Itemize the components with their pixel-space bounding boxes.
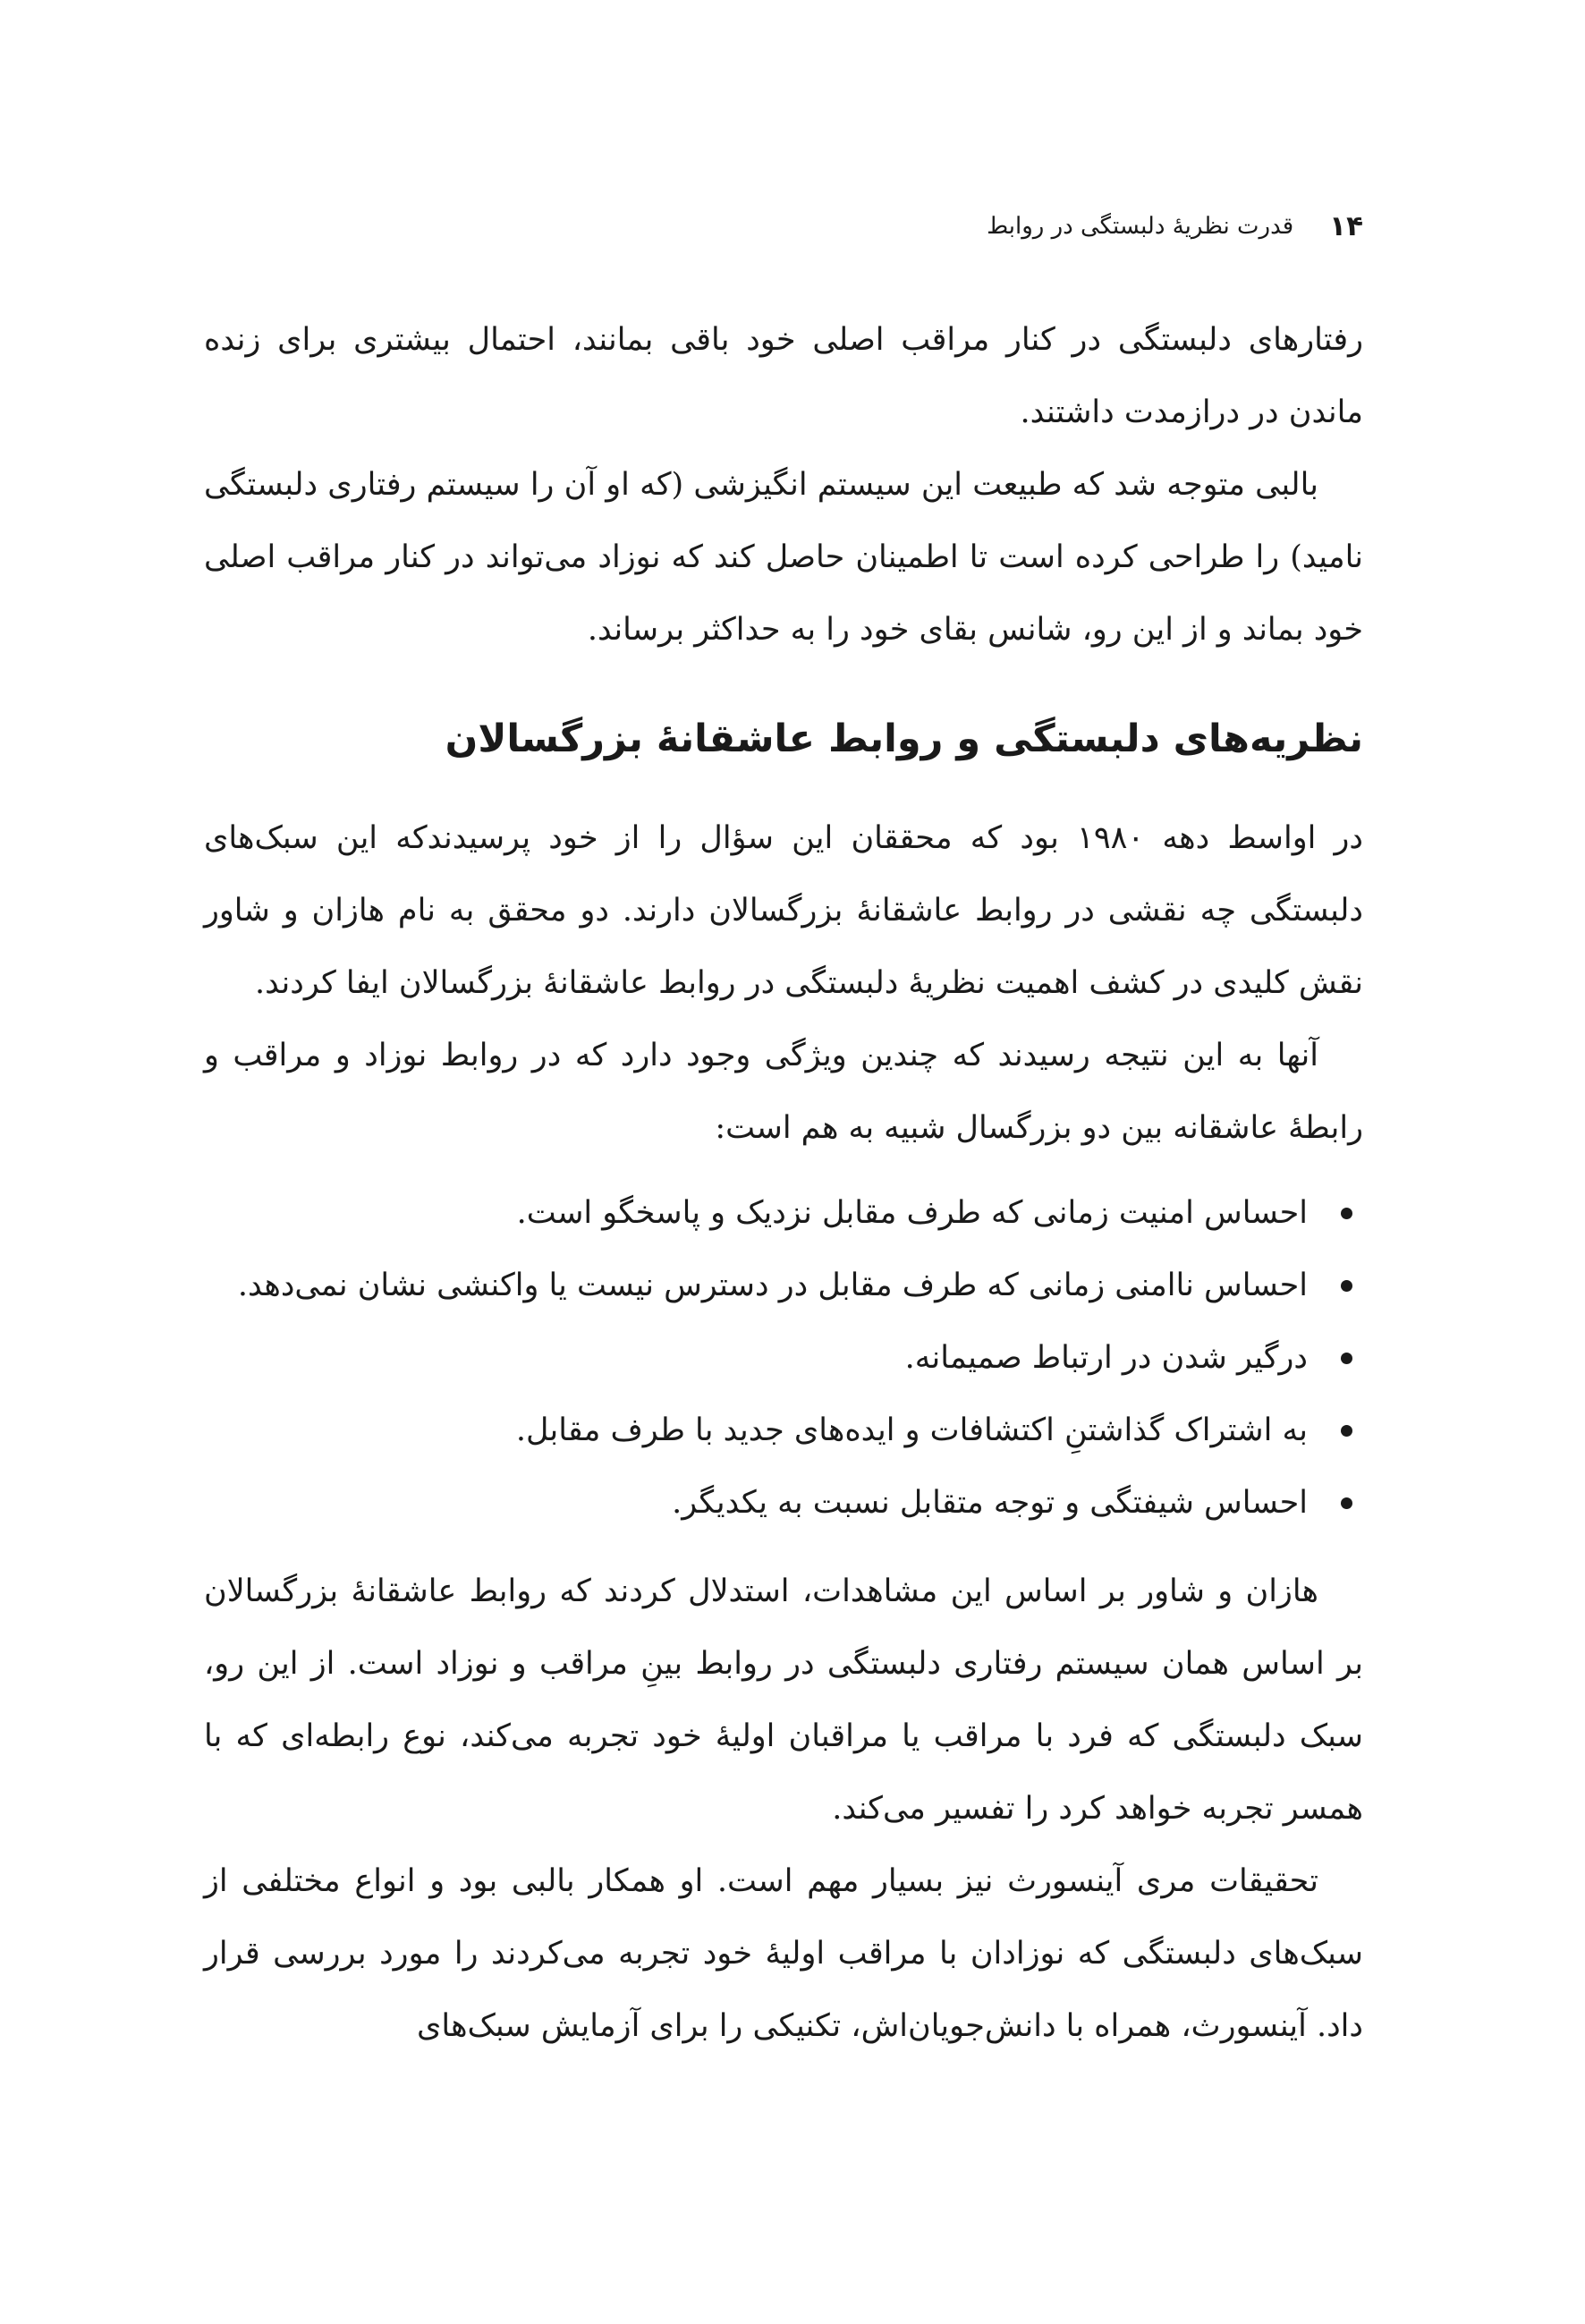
book-page — [204, 0, 1363, 2324]
bullet-list — [204, 1177, 1363, 1539]
paragraph: رفتارهای دلبستگی در کنار مراقب اصلی خود باقی بمانند، احتمال بیشتری برای زنده ماندن در درازمدت داشتند. — [204, 322, 1363, 430]
running-header — [987, 204, 1363, 249]
paragraph: آنها به این نتیجه رسیدند که چندین ویژگی وجود دارد که در روابط نوزاد و مراقب و رابطهٔ عاشقانه بین دو بزرگسال شبیه به هم است: — [204, 1038, 1363, 1146]
bullet-dot-icon — [1341, 1353, 1352, 1364]
paragraph: در اواسط دهه ۱۹۸۰ بود که محققان این سؤال را از خود پرسیدندکه این سبک‌های دلبستگی چه نقشی در روابط عاشقانهٔ بزرگسالان دارند. دو محقق به نام هازان و شاور نقش کلیدی در کشف اهمیت نظریهٔ دلبستگی در روابط عاشقانهٔ بزرگسالان ایفا کردند. — [204, 820, 1363, 1001]
bullet-item — [204, 1322, 1308, 1395]
page-number: ۱۴ — [1329, 210, 1363, 242]
bullet-text: احساس امنیت زمانی که طرف مقابل نزدیک و پاسخگو است. — [516, 1195, 1308, 1231]
paragraph: هازان و شاور بر اساس این مشاهدات، استدلال کردند که روابط عاشقانهٔ بزرگسالان بر اساس همان سیستم رفتاری دلبستگی در روابط بینِ مراقب و نوزاد است. از این رو، سبک دلبستگی که فرد با مراقب یا مراقبان اولیهٔ خود تجربه می‌کند، نوع رابطه‌ای که با همسر تجربه خواهد کرد را تفسیر می‌کند. — [204, 1573, 1363, 1827]
body-text — [204, 304, 1363, 2063]
section-heading: نظریه‌های دلبستگی و روابط عاشقانهٔ بزرگسالان — [445, 717, 1363, 761]
bullet-text: درگیر شدن در ارتباط صمیمانه. — [904, 1340, 1308, 1376]
bullet-dot-icon — [1341, 1208, 1352, 1219]
bullet-text: احساس شیفتگی و توجه متقابل نسبت به یکدیگر. — [672, 1485, 1308, 1521]
paragraph: بالبی متوجه شد که طبیعت این سیستم انگیزشی (که او آن را سیستم رفتاری دلبستگی نامید) را طراحی کرده است تا اطمینان حاصل کند که نوزاد می‌تواند در کنار مراقب اصلی خود بماند و از این رو، شانس بقای خود را به حداکثر برساند. — [204, 467, 1363, 648]
bullet-text: احساس ناامنی زمانی که طرف مقابل در دسترس نیست یا واکنشی نشان نمی‌دهد. — [237, 1268, 1308, 1303]
bullet-item — [204, 1467, 1308, 1539]
bullet-item — [204, 1395, 1308, 1467]
paragraph: تحقیقات مری آینسورث نیز بسیار مهم است. او همکار بالبی بود و انواع مختلفی از سبک‌های دلبستگی که نوزادان با مراقب اولیهٔ خود تجربه می‌کردند را مورد بررسی قرار داد. آینسورث، همراه با دانش‌جویان‌اش، تکنیکی را برای آزمایش سبک‌های — [204, 1863, 1363, 2044]
bullet-dot-icon — [1341, 1497, 1352, 1509]
bullet-item — [204, 1177, 1308, 1250]
bullet-text: به اشتراک گذاشتنِ اکتشافات و ایده‌های جدید با طرف مقابل. — [515, 1412, 1308, 1448]
running-title: قدرت نظریهٔ دلبستگی در روابط — [987, 213, 1294, 240]
bullet-item — [204, 1250, 1308, 1322]
bullet-dot-icon — [1341, 1425, 1352, 1437]
bullet-dot-icon — [1341, 1280, 1352, 1292]
